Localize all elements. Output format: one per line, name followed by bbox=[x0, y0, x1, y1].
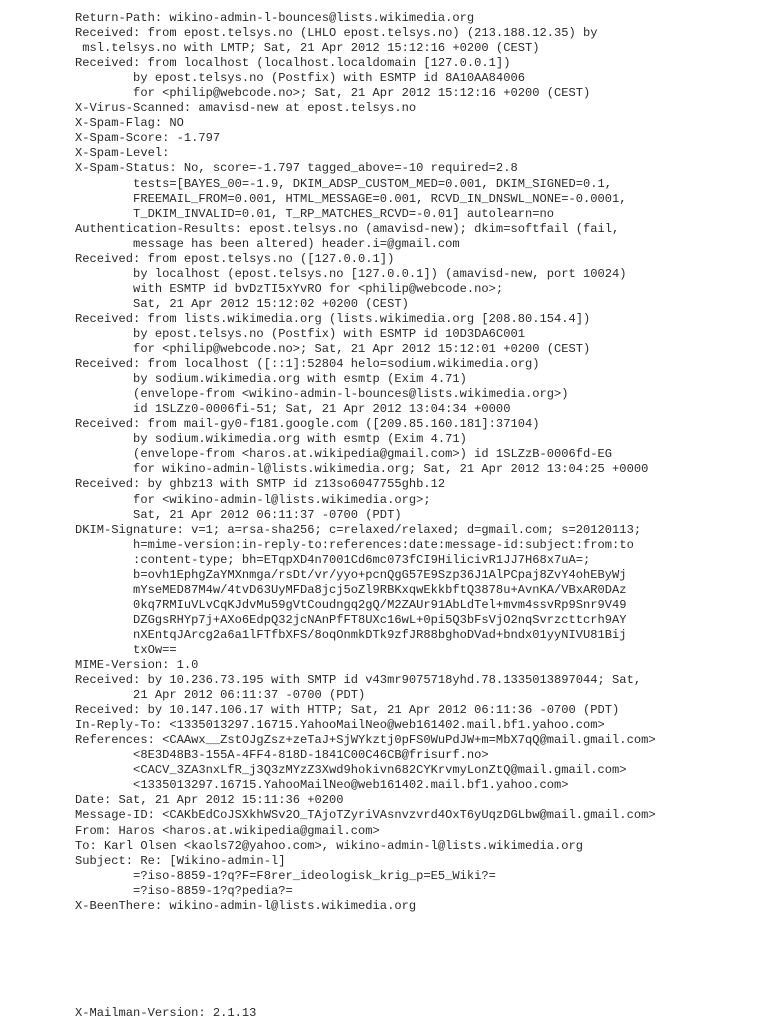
header-line: with ESMTP id bvDzTI5xYvRO for <philip@webcode.no>; bbox=[75, 281, 504, 296]
header-line: Sat, 21 Apr 2012 06:11:37 -0700 (PDT) bbox=[75, 507, 402, 522]
header-line: =?iso-8859-1?q?pedia?= bbox=[75, 883, 293, 898]
header-line: msl.telsys.no with LMTP; Sat, 21 Apr 2012 15:12:16 +0200 (CEST) bbox=[75, 41, 540, 56]
header-line: Received: from epost.telsys.no ([127.0.0.1]) bbox=[75, 251, 395, 266]
header-line: 21 Apr 2012 06:11:37 -0700 (PDT) bbox=[75, 688, 366, 703]
header-line: mYseMED87M4w/4tvD63UyMFDa8jcj5oZl9RBKxqwEkkbftQ3878u+AvnKA/VBxAR0DAz bbox=[75, 582, 627, 597]
header-line: <CACV_3ZA3nxLfR_j3Q3zMYzZ3Xwd9hokivn682CYKrvmyLonZtQ@mail.gmail.com> bbox=[75, 763, 627, 778]
header-line: Received: by 10.147.106.17 with HTTP; Sat, 21 Apr 2012 06:11:36 -0700 (PDT) bbox=[75, 703, 620, 718]
header-line: (envelope-from <haros.at.wikipedia@gmail.com>) id 1SLZzB-0006fd-EG bbox=[75, 447, 613, 462]
header-line: Sat, 21 Apr 2012 15:12:02 +0200 (CEST) bbox=[75, 296, 409, 311]
header-line: by epost.telsys.no (Postfix) with ESMTP id 8A10AA84006 bbox=[75, 71, 525, 86]
header-line: X-Spam-Score: -1.797 bbox=[75, 131, 221, 146]
header-line: for <philip@webcode.no>; Sat, 21 Apr 2012 15:12:16 +0200 (CEST) bbox=[75, 86, 591, 101]
header-line: X-Virus-Scanned: amavisd-new at epost.telsys.no bbox=[75, 101, 417, 116]
header-line: In-Reply-To: <1335013297.16715.YahooMailNeo@web161402.mail.bf1.yahoo.com> bbox=[75, 718, 605, 733]
header-line: for wikino-admin-l@lists.wikimedia.org; Sat, 21 Apr 2012 13:04:25 +0000 bbox=[75, 462, 649, 477]
header-line: Received: by ghbz13 with SMTP id z13so6047755ghb.12 bbox=[75, 477, 446, 492]
header-line: h=mime-version:in-reply-to:references:date:message-id:subject:from:to bbox=[75, 537, 634, 552]
header-line: b=ovh1EphgZaYMXnmga/rsDt/vr/yyo+pcnQgG57E9Szp36J1AlPCpaj8ZvY4ohEByWj bbox=[75, 567, 627, 582]
header-line: <1335013297.16715.YahooMailNeo@web161402.mail.bf1.yahoo.com> bbox=[75, 778, 569, 793]
header-line: MIME-Version: 1.0 bbox=[75, 658, 199, 673]
header-line: Received: by 10.236.73.195 with SMTP id v43mr9075718yhd.78.1335013897044; Sat, bbox=[75, 673, 642, 688]
mailman-version-header: X-Mailman-Version: 2.1.13 bbox=[75, 1006, 257, 1020]
header-line: Return-Path: wikino-admin-l-bounces@lists.wikimedia.org bbox=[75, 11, 475, 25]
header-line: X-Spam-Flag: NO bbox=[75, 116, 184, 131]
header-line: X-Spam-Level: bbox=[75, 146, 170, 161]
header-line: Received: from mail-gy0-f181.google.com ([209.85.160.181]:37104) bbox=[75, 417, 540, 432]
header-line: From: Haros <haros.at.wikipedia@gmail.com> bbox=[75, 823, 380, 838]
header-line: Received: from localhost (localhost.localdomain [127.0.0.1]) bbox=[75, 56, 511, 71]
header-line: txOw== bbox=[75, 642, 177, 657]
header-line: tests=[BAYES_00=-1.9, DKIM_ADSP_CUSTOM_MED=0.001, DKIM_SIGNED=0.1, bbox=[75, 176, 613, 191]
header-line: X-BeenThere: wikino-admin-l@lists.wikimedia.org bbox=[75, 898, 417, 913]
header-line: Received: from epost.telsys.no (LHLO epost.telsys.no) (213.188.12.35) by bbox=[75, 26, 598, 41]
header-line: 0kq7RMIuVLvCqKJdvMu59gVtCoudngq2gQ/M2ZAUr91AbLdTel+mvm4ssvRp9Snr9V49 bbox=[75, 597, 627, 612]
header-line: Subject: Re: [Wikino-admin-l] bbox=[75, 853, 286, 868]
header-line: Date: Sat, 21 Apr 2012 15:11:36 +0200 bbox=[75, 793, 344, 808]
header-line: message has been altered) header.i=@gmail.com bbox=[75, 236, 460, 251]
header-line: To: Karl Olsen <kaols72@yahoo.com>, wikino-admin-l@lists.wikimedia.org bbox=[75, 838, 584, 853]
header-line: by sodium.wikimedia.org with esmtp (Exim 4.71) bbox=[75, 372, 467, 387]
header-line: X-Spam-Status: No, score=-1.797 tagged_above=-10 required=2.8 bbox=[75, 161, 518, 176]
email-header-block bbox=[75, 11, 765, 914]
header-line: id 1SLZz0-0006fi-51; Sat, 21 Apr 2012 13:04:34 +0000 bbox=[75, 402, 511, 417]
header-line: (envelope-from <wikino-admin-l-bounces@lists.wikimedia.org>) bbox=[75, 387, 569, 402]
header-line: by localhost (epost.telsys.no [127.0.0.1]) (amavisd-new, port 10024) bbox=[75, 266, 627, 281]
header-line: DKIM-Signature: v=1; a=rsa-sha256; c=relaxed/relaxed; d=gmail.com; s=20120113; bbox=[75, 522, 642, 537]
header-line: FREEMAIL_FROM=0.001, HTML_MESSAGE=0.001, RCVD_IN_DNSWL_NONE=-0.0001, bbox=[75, 191, 627, 206]
header-line: :content-type; bh=ETqpXD4n7001Cd6mc073fCI9HilicivR1JJ7H68x7uA=; bbox=[75, 552, 591, 567]
header-line: Received: from lists.wikimedia.org (lists.wikimedia.org [208.80.154.4]) bbox=[75, 311, 591, 326]
header-line: Message-ID: <CAKbEdCoJSXkhWSv2O_TAjoTZyriVAsnvzvrd4OxT6yUqzDGLbw@mail.gmail.com> bbox=[75, 808, 656, 823]
header-line: Received: from localhost ([::1]:52804 helo=sodium.wikimedia.org) bbox=[75, 357, 540, 372]
header-line: by sodium.wikimedia.org with esmtp (Exim 4.71) bbox=[75, 432, 467, 447]
header-line: nXEntqJArcg2a6a1lFTfbXFS/8oqOnmkDTk9zfJR88bghoDVad+bndx01yyNIVU81Bij bbox=[75, 627, 627, 642]
header-line: =?iso-8859-1?q?F=F8rer_ideologisk_krig_p=E5_Wiki?= bbox=[75, 868, 496, 883]
header-line: DZGgsRHYp7j+AXo6EdpQ32jcNAnPfFT8UXc16wL+0pi5Q3bFsVjO2nqSvrzcttcrh9AY bbox=[75, 612, 627, 627]
header-line: References: <CAAwx__ZstOJgZsz+zeTaJ+SjWYkztj0pFS0WuPdJW+m=MbX7qQ@mail.gmail.com> bbox=[75, 733, 656, 748]
header-line: Authentication-Results: epost.telsys.no (amavisd-new); dkim=softfail (fail, bbox=[75, 221, 620, 236]
header-line: <8E3D48B3-155A-4FF4-818D-1841C00C46CB@frisurf.no> bbox=[75, 748, 489, 763]
header-line: T_DKIM_INVALID=0.01, T_RP_MATCHES_RCVD=-0.01] autolearn=no bbox=[75, 206, 554, 221]
header-line: by epost.telsys.no (Postfix) with ESMTP id 10D3DA6C001 bbox=[75, 326, 525, 341]
header-line: for <wikino-admin-l@lists.wikimedia.org>; bbox=[75, 492, 431, 507]
header-line: for <philip@webcode.no>; Sat, 21 Apr 2012 15:12:01 +0200 (CEST) bbox=[75, 342, 591, 357]
